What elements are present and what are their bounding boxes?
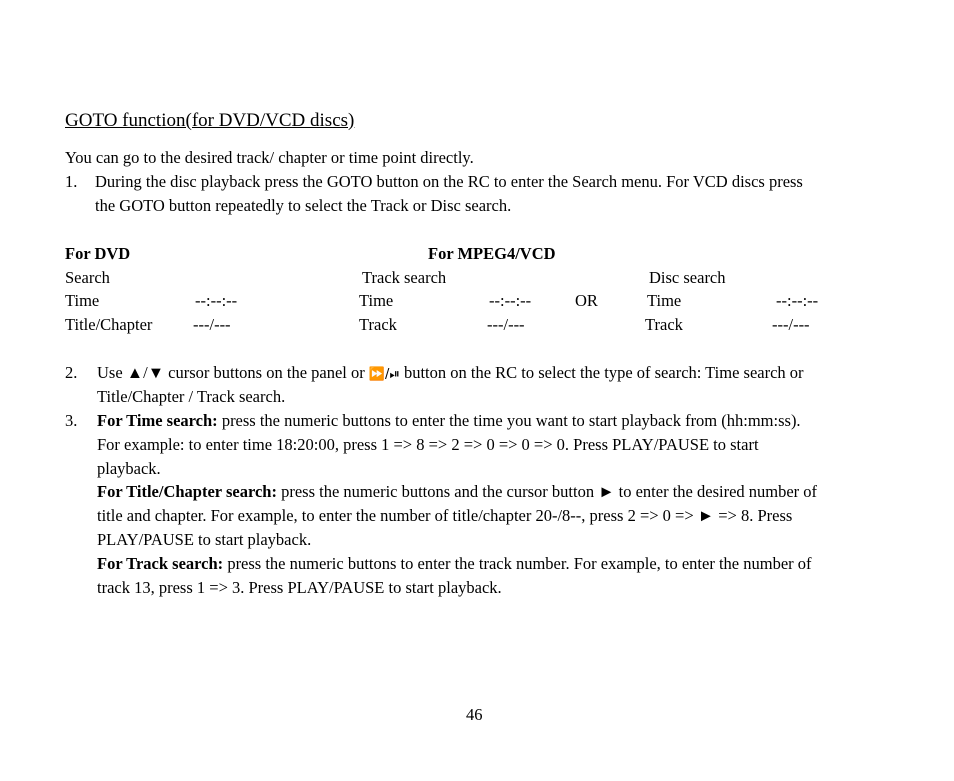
title-search-line-1 — [97, 480, 817, 504]
disc-search-label: Disc search — [649, 268, 726, 287]
track-track-value: ---/--- — [487, 315, 525, 334]
title-search-line-3: PLAY/PAUSE to start playback. — [97, 530, 312, 549]
track-search-label: Track search — [362, 268, 447, 287]
dvd-search-label: Search — [65, 268, 110, 287]
track-search-line-2: track 13, press 1 => 3. Press PLAY/PAUSE to start playback. — [97, 578, 502, 597]
dvd-title-chapter-value: ---/--- — [193, 315, 231, 334]
step-2-line-2: Title/Chapter / Track search. — [97, 387, 286, 406]
disc-time-label: Time — [647, 291, 682, 310]
time-search-text-1: press the numeric buttons to enter the time you want to start playback from (hh:mm:ss). — [217, 411, 801, 430]
step-1-line-2: the GOTO button repeatedly to select the Track or Disc search. — [95, 196, 512, 215]
dvd-title-chapter-label: Title/Chapter — [65, 315, 153, 334]
step-2-text-a: Use ▲/▼ cursor buttons on the panel or — [97, 363, 369, 382]
step-2-text-b: button on the RC to select the type of search: Time search or — [399, 363, 804, 382]
disc-track-label: Track — [645, 315, 683, 334]
track-time-value: --:--:-- — [489, 291, 532, 310]
track-time-label: Time — [359, 291, 394, 310]
disc-time-value: --:--:-- — [776, 291, 819, 310]
track-search-heading: For Track search: — [97, 554, 224, 573]
time-search-line-3: playback. — [97, 459, 161, 478]
title-search-heading: For Title/Chapter search: — [97, 482, 277, 501]
step-2-line-1 — [97, 361, 804, 387]
dvd-time-label: Time — [65, 291, 100, 310]
mpeg-vcd-header: For MPEG4/VCD — [428, 244, 556, 263]
or-separator: OR — [575, 291, 598, 310]
disc-track-value: ---/--- — [772, 315, 810, 334]
time-search-line-2: For example: to enter time 18:20:00, press 1 => 8 => 2 => 0 => 0 => 0. Press PLAY/PAUSE to start — [97, 435, 759, 454]
dvd-header: For DVD — [65, 244, 131, 263]
title-search-line-2: title and chapter. For example, to enter the number of title/chapter 20-/8--, press 2 => 0 => ► => 8. Press — [97, 506, 793, 525]
step-1-line-1: During the disc playback press the GOTO button on the RC to enter the Search menu. For VCD discs press — [95, 172, 803, 191]
title-search-text-1: press the numeric buttons and the cursor button ► to enter the desired number of — [276, 482, 818, 501]
step-2-number: 2. — [65, 363, 78, 382]
intro-text: You can go to the desired track/ chapter or time point directly. — [65, 148, 474, 167]
time-search-heading: For Time search: — [97, 411, 218, 430]
skip-play-pause-icon: ⏩/⏯ — [368, 367, 400, 382]
page-number: 46 — [466, 705, 483, 724]
dvd-time-value: --:--:-- — [195, 291, 238, 310]
track-track-label: Track — [359, 315, 397, 334]
step-3-number: 3. — [65, 411, 78, 430]
track-search-text-1: press the numeric buttons to enter the track number. For example, to enter the number of — [223, 554, 812, 573]
track-search-line-1 — [97, 552, 812, 576]
time-search-line-1 — [97, 409, 801, 433]
step-1-number: 1. — [65, 172, 78, 191]
section-heading: GOTO function(for DVD/VCD discs) — [65, 110, 355, 131]
